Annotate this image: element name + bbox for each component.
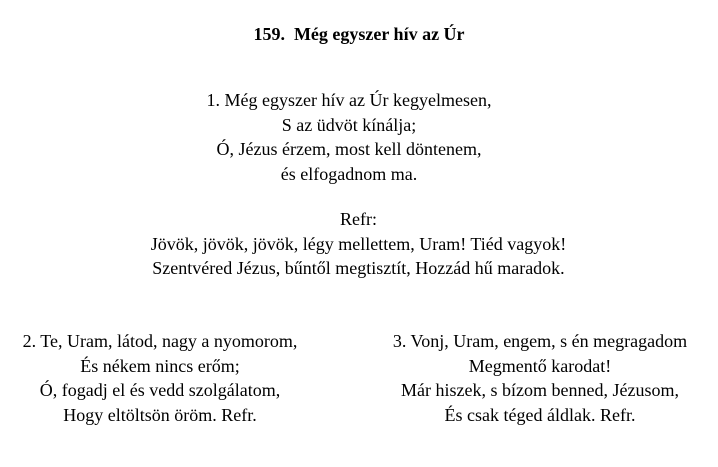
refrain-line-1: Jövök, jövök, jövök, légy mellettem, Uram! Tiéd vagyok!	[150, 233, 567, 254]
verse-1-line-2: S az üdvöt kínálja;	[281, 114, 417, 135]
verse-2-line-2: És nékem nincs erőm;	[80, 355, 240, 376]
verse-2-line-1: 2. Te, Uram, látod, nagy a nyomorom,	[22, 331, 298, 351]
verse-1-line-3: Ó, Jézus érzem, most kell döntenem,	[216, 139, 482, 159]
verse-3-line-3: Már hiszek, s bízom benned, Jézusom,	[401, 380, 679, 400]
hymn-title-text: Még egyszer hív az Úr	[293, 24, 465, 44]
verse-1-line-4: és elfogadnom ma.	[280, 163, 418, 184]
refrain	[100, 207, 617, 281]
verse-3-line-2: Megmentő karodat!	[468, 355, 612, 376]
verse-1	[199, 88, 499, 186]
verse-1-line-1: 1. Még egyszer hív az Úr kegyelmesen,	[206, 90, 492, 110]
verse-2-line-3: Ó, fogadj el és vedd szolgálatom,	[39, 380, 281, 400]
verse-3	[372, 329, 708, 427]
hymn-number: 159.	[253, 24, 285, 44]
verse-3-line-1: 3. Vonj, Uram, engem, s én megragadom	[392, 331, 688, 351]
hymn-title	[0, 21, 718, 47]
verse-3-line-4: És csak téged áldlak. Refr.	[444, 404, 636, 425]
verse-2	[5, 329, 315, 427]
verse-2-line-4: Hogy eltöltsön öröm. Refr.	[63, 404, 257, 425]
refrain-line-2: Szentvéred Jézus, bűntől megtisztít, Hozzád hű maradok.	[152, 258, 565, 278]
refrain-label: Refr:	[340, 209, 377, 229]
